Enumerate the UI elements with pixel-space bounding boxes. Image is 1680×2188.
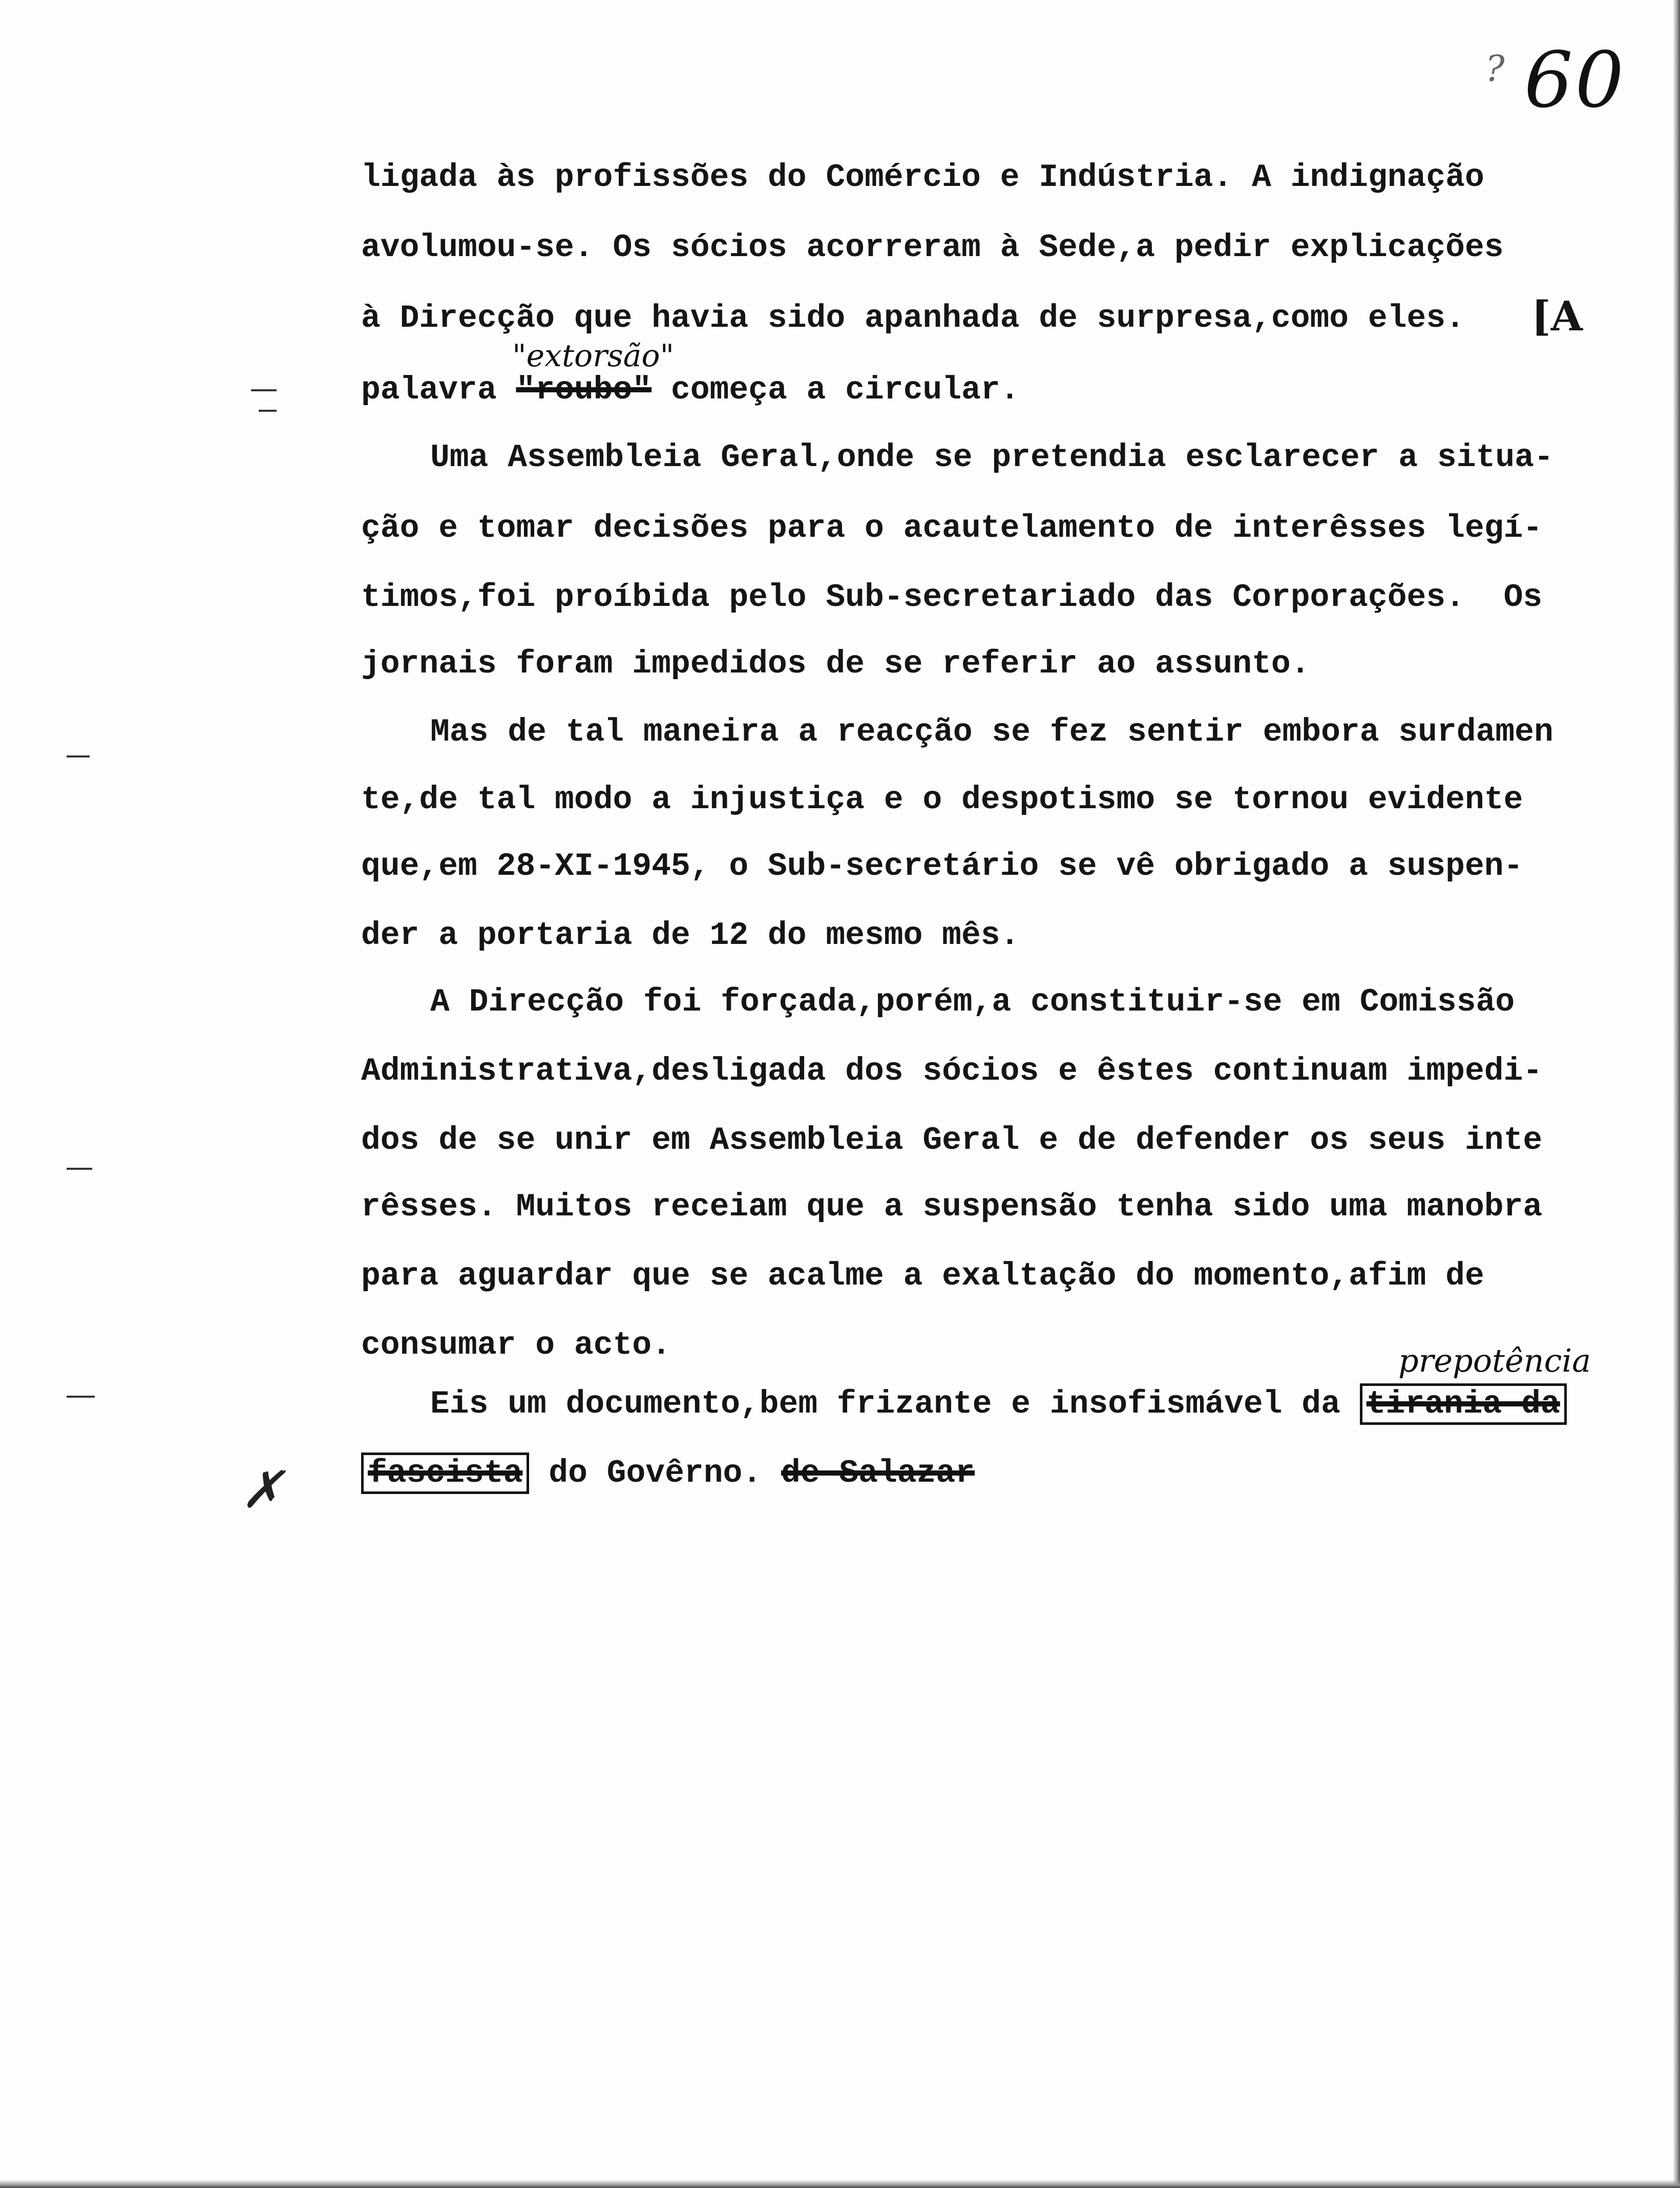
- paragraph1-line1: ligada às profissões do Comércio e Indústria. A indignação: [361, 159, 1484, 196]
- paragraph4-line6: consumar o acto.: [361, 1327, 671, 1363]
- paragraph1-line3: à Direcção que havia sido apanhada de surpresa,como eles.: [361, 300, 1465, 336]
- struck-word-roubo: "roubo": [516, 372, 652, 408]
- paragraph5-line2: [361, 1457, 975, 1489]
- page-number-value: 60: [1524, 36, 1626, 125]
- line4-after: começa a circular.: [652, 372, 1020, 408]
- paragraph3-line3: que,em 28-XI-1945, o Sub-secretário se vê obrigado a suspen-: [361, 848, 1523, 885]
- paragraph3-line2: te,de tal modo a injustiça e o despotismo se tornou evidente: [361, 782, 1523, 818]
- paragraph2-line2: ção e tomar decisões para o acautelamento de interêsses legí-: [361, 510, 1543, 546]
- paragraph4-line1: A Direcção foi forçada,porém,a constituir-se em Comissão: [430, 984, 1515, 1020]
- paragraph4-line5: para aguardar que se acalme a exaltação do momento,afim de: [361, 1258, 1484, 1294]
- paragraph3-line4: der a portaria de 12 do mesmo mês.: [361, 917, 1020, 954]
- margin-dash: [67, 1396, 95, 1398]
- struck-phrase-tirania-da: tirania da: [1360, 1383, 1567, 1425]
- insertion-bracket: [A: [1531, 292, 1583, 340]
- margin-dash: [251, 389, 277, 391]
- paragraph4-line3: dos de se unir em Assembleia Geral e de defender os seus inte: [361, 1122, 1543, 1159]
- margin-dash: [67, 755, 90, 758]
- paragraph3-line1: Mas de tal maneira a reacção se fez sentir embora surdamen: [430, 714, 1553, 750]
- page-mark-prefix: ?: [1485, 48, 1507, 90]
- struck-phrase-de-salazar: de Salazar: [781, 1455, 975, 1491]
- paragraph5-line1: [361, 1388, 1567, 1420]
- line1-before: Eis um documento,bem frizante e insofismável da: [430, 1386, 1360, 1422]
- paragraph4-line4: rêsses. Muitos receiam que a suspensão tenha sido uma manobra: [361, 1189, 1543, 1225]
- margin-dash: [67, 1168, 92, 1170]
- paragraph1-line4: [361, 374, 1019, 406]
- paragraph2-line4: jornais foram impedidos de se referir ao assunto.: [361, 646, 1310, 682]
- paragraph2-line3: timos,foi proíbida pelo Sub-secretariado das Corporações. Os: [361, 579, 1543, 616]
- line4-before: palavra: [361, 372, 516, 408]
- margin-check-mark: ✗: [241, 1460, 284, 1520]
- handwritten-insertion-prepotencia: prepotência: [1398, 1342, 1591, 1379]
- margin-dash: [259, 410, 277, 412]
- paragraph2-line1: Uma Assembleia Geral,onde se pretendia esclarecer a situa-: [430, 439, 1553, 476]
- struck-word-fascista: fascista: [361, 1453, 529, 1494]
- page-bottom-edge: [0, 2180, 1680, 2188]
- paragraph4-line2: Administrativa,desligada dos sócios e êstes continuam impedi-: [361, 1053, 1543, 1089]
- page-right-edge: [1673, 0, 1680, 2188]
- line2-middle: do Govêrno.: [529, 1455, 781, 1491]
- handwritten-insertion-extorsao: "extorsão": [512, 338, 675, 374]
- paragraph1-line2: avolumou-se. Os sócios acorreram à Sede,a pedir explicações: [361, 229, 1504, 266]
- page-number: [1485, 36, 1626, 125]
